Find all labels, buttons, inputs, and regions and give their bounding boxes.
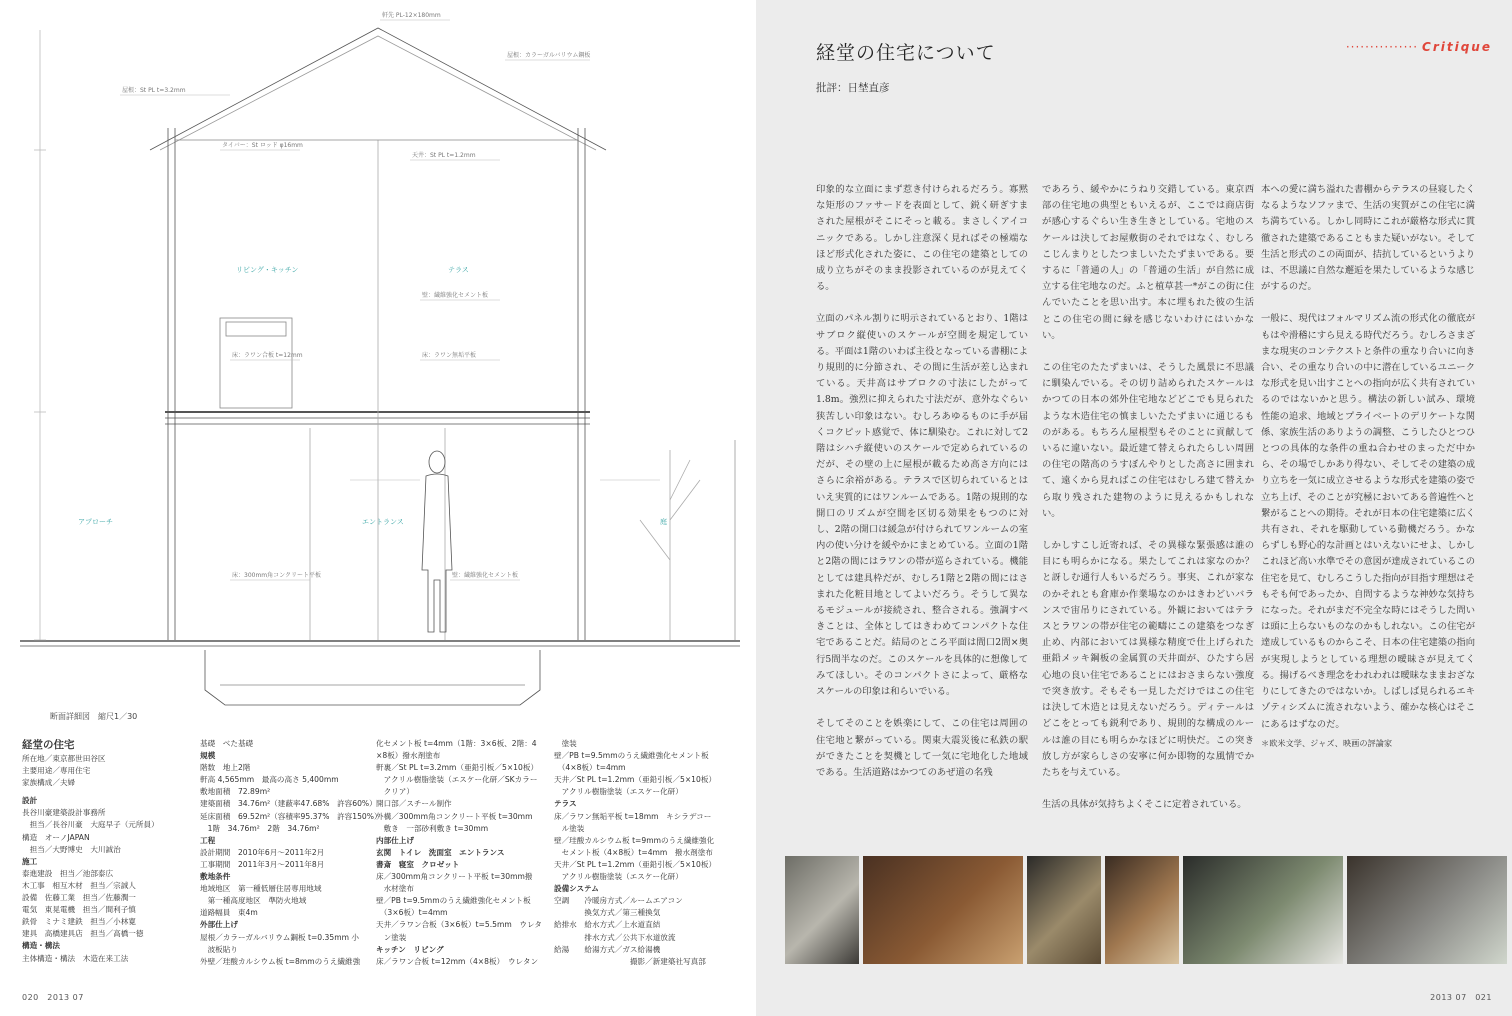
spec-line: ×8板）撥水剤塗布	[376, 751, 441, 761]
spec-heading: テラス	[554, 799, 577, 809]
spec-line: 階数 地上2階	[200, 763, 251, 773]
spec-line: 床／300mm角コンクリート平板 t=30mm撥	[376, 872, 533, 882]
svg-text:壁：繊維強化セメント板: 壁：繊維強化セメント板	[422, 292, 489, 299]
spec-line: 基礎 べた基礎	[200, 739, 254, 748]
spec-line: 給排水 給水方式／上水道直結	[554, 920, 661, 930]
spec-line: 道路幅員 東4m	[200, 908, 258, 918]
living-photo-2	[1347, 856, 1507, 964]
spec-column-1	[22, 738, 192, 965]
spec-line: アクリル樹脂塗装（エスケー化研）	[554, 872, 683, 882]
spec-line: 設備 佐藤工業 担当／佐藤潤一	[22, 893, 136, 903]
spec-line: 排水方式／公共下水道放流	[554, 932, 676, 942]
spec-line: 所在地／東京都世田谷区	[22, 754, 106, 763]
page-number-left: 020 2013 07	[22, 993, 84, 1002]
svg-text:天井：St PL t=1.2mm: 天井：St PL t=1.2mm	[412, 152, 476, 159]
spec-heading: キッチン リビング	[376, 944, 444, 954]
spec-line: 屋根／カラーガルバリウム鋼板 t=0.35mm 小	[200, 932, 360, 942]
spec-heading: 規模	[200, 751, 216, 761]
article-title: 経堂の住宅について	[816, 42, 996, 64]
spec-line: 担当／長谷川豪 大庭早子（元所員）	[22, 820, 159, 830]
spec-line: 塗装	[554, 739, 577, 748]
spec-line: ル塗装	[554, 823, 585, 833]
body-paragraph: この住宅のたたずまいは、そうした風景に不思議に馴染んでいる。その切り詰められたスケールはかつての日本の郊外住宅地などどこでも見られたような木造住宅の慎ましいたたずまいに通じるものがある。もちろん屋根型もそのことに貢献しているに違いない。最近建て替えられたらしい周囲の住宅の階高のうすぼんやりとした高さに囲まれて、遠くから見ればこの住宅はむしろ建て替えから取り残された建物のように見えるかもしれない。	[1042, 362, 1254, 519]
paragraph-gap	[1042, 344, 1254, 360]
body-column-1	[816, 182, 1028, 781]
section-tag-label: Critique	[1422, 40, 1492, 54]
room-label-terrace: テラス	[448, 266, 469, 274]
spec-line: 主体構造・構法 木造在来工法	[22, 953, 129, 963]
spec-line: 壁／珪酸カルシウム板 t=9mmのうえ繊維強化	[554, 835, 715, 845]
spec-line: 敷き 一部砂利敷き t=30mm	[376, 823, 489, 833]
spec-line: 1階 34.76m² 2階 34.76m²	[200, 823, 320, 833]
body-paragraph: 立面のパネル割りに明示されているとおり、1階はサブロク縦使いのスケールが空間を規定している。平面は1階のいわば主役となっている書棚により規則的に分節され、その間に生活が差し込まれている。天井高はサブロクの寸法にしたがって1.8m。強烈に抑えられた寸法だが、意外なぐらい狭苦しい印象はない。むしろあゆるものに手が届くコクピット感覚で、体に馴染む。これに対して2階はシハチ縦使いのスケールで定められているのだが、その壁の上に屋根が載るため高さ方向にはさらに余裕がある。テラスで区切られているとはいえ実質的にはワンルームである。1階の規則的な開口のリズムが空間を区切る効果をもつのに対し、2階の開口は緩急が付けられてワンルームの室内の使い分けを緩やかにまとめている。立面の1階と2階の間にはラワンの帯が巡らされている。機能としては建具枠だが、むしろ1階と2階の間にはさまれた化粧目地としてよいだろう。そうして異なるモジュールが接続され、整合される。強調すべきことは、全体としてはきわめてコンパクトな住宅であることだ。結局のところ平面は間口2間×奥行5間半なのだ。このスケールを具体的に想像してみてほしい。そのコンパクトさによって、厳格なスケールの印象は和らいでいる。	[816, 313, 1028, 698]
spec-heading: 施工	[22, 856, 38, 866]
spec-heading: 工程	[200, 835, 216, 845]
spec-line: 木工事 相互木材 担当／宗誠人	[22, 880, 136, 890]
spec-line: 外壁／珪酸カルシウム板 t=8mmのうえ繊維強	[200, 956, 361, 966]
body-column-2	[1042, 182, 1254, 813]
spec-heading: 書斎 寝室 クロゼット	[376, 859, 460, 869]
spec-line: ン塗装	[376, 932, 407, 942]
paragraph-gap	[1261, 295, 1475, 311]
spec-line: 泰進建設 担当／池部泰広	[22, 868, 114, 878]
spec-line: 波板貼り	[200, 944, 238, 954]
spec-line: 天井／St PL t=1.2mm（亜鉛引板／5×10板）	[554, 859, 717, 869]
spec-column-3	[376, 738, 548, 968]
body-paragraph: 一般に、現代はフォルマリズム流の形式化の徹底がもはや滑稽にすら見える時代だろう。むしろさまざまな現実のコンテクストと条件の重なり合いに向き合い、その重なり合いの中に潜在しているユニークな形式を見い出すことへの指向が広く共有されているのではないかと思う。構法の新しい試み、環境性能の追求、地域とプライベートのデリケートな関係、家族生活のありようの調整、こうしたひとつひとつの具体的な条件の重ね合わせのまっただ中から、その場でしかあり得ない、そしてその建築の成り立ちを一気に成立させるような形式を建築の姿で立ち上げ、そのことが究極においてある普遍性へと繋がることへの期待。それが日本の住宅建築に広く共有され、それを駆動している動機だろう。かならずしも野心的な計画とはいえないにせよ、しかしこれほど高い水準でその意図が達成されているこの住宅を見て、むしろこうした指向が目指す理想はそもそも何であったか、自問するような神妙な気持ちになった。それがまだ不完全な時にはそうした問いは頭に上らないものなのかもしれない。この住宅が達成しているものからこそ、日本の住宅建築の指向が実現しようとしている理想の曖昧さが見えてくる。揚げるべき理念をわれわれは曖昧なままおざなりにしてきたのではないか。しばしば見られるエキゾティシズムに流されないよう、確かな核心はそこにあるはずなのだ。	[1261, 313, 1475, 730]
spec-line: 開口部／スチール制作	[376, 799, 452, 809]
section-tag-dots: ···············	[1345, 40, 1419, 54]
paragraph-gap	[1042, 781, 1254, 797]
paragraph-gap	[1042, 522, 1254, 538]
spec-line: 担当／大野博史 大川誠治	[22, 844, 121, 854]
spec-column-4	[554, 738, 744, 968]
room-label-entrance: エントランス	[362, 518, 404, 526]
paragraph-gap	[816, 295, 1028, 311]
spec-heading: 外部仕上げ	[200, 920, 238, 930]
spec-line: 天井／St PL t=1.2mm（亜鉛引板／5×10板）	[554, 775, 717, 785]
spec-line: 敷地面積 72.89m²	[200, 787, 271, 797]
spec-line: （3×6板）t=4mm	[376, 908, 448, 918]
room-label-living: リビング・キッチン	[236, 266, 299, 274]
spec-line: クリア）	[376, 787, 414, 797]
bookshelf-photo-1	[863, 856, 1023, 964]
body-paragraph: であろう、緩やかにうねり交錯している。東京西部の住宅地の典型ともいえるが、ここでは商店街が感心するぐらい生き生きとしている。宅地のスケールは決してお屋敷街のそれではなく、むしろこじんまりとしたつましいたたずまいである。要するに「普通の人」の「普通の生活」が自然に成立する住宅地なのだ。ふと植草甚一*がこの街に住んでいたことを思い出す。本に埋もれた彼の生活とこの住宅の間に縁を感じないわけにはいかない。	[1042, 184, 1254, 341]
spec-heading: 構造・構法	[22, 941, 60, 951]
spec-line: 換気方式／第三種換気	[554, 908, 661, 918]
spec-line: 第一種高度地区 準防火地域	[200, 896, 307, 906]
paragraph-gap	[816, 700, 1028, 716]
spec-line: 延床面積 69.52m²（容積率95.37% 許容150%）	[200, 811, 382, 821]
spec-line: 軒高 4,565mm 最高の高さ 5,400mm	[200, 775, 339, 785]
spec-line: 建具 高橋建具店 担当／高橋一徳	[22, 929, 144, 939]
body-paragraph: そしてそのことを娯楽にして、この住宅は周囲の住宅地と繋がっている。関東大震災後に私鉄の駅ができたことを契機として一気に宅地化した地域である。生活道路はかつてのあぜ道の名残	[816, 718, 1028, 778]
spec-heading: 設備システム	[554, 884, 599, 894]
spec-heading: 敷地条件	[200, 872, 231, 882]
spec-line: 空調 冷暖房方式／ルームエアコン	[554, 896, 683, 906]
body-paragraph: 本への愛に満ち溢れた書棚からテラスの昼寝したくなるようなソファまで、生活の実質がこの住宅に満ち満ちている。しかし同時にこれが厳格な形式に貫徹された建築であることもまた疑いがない。そして生活と形式のこの両面が、拮抗しているというよりは、不思議に自然な邂逅を果たしているような感じがするのだ。	[1261, 184, 1475, 293]
spec-line: アクリル樹脂塗装（エスケー化研／SKカラー	[376, 775, 538, 785]
living-photo-1	[1183, 856, 1343, 964]
drawing-caption: 断面詳細図 縮尺1／30	[50, 712, 138, 721]
spec-line: 床／ラワン合板 t=12mm（4×8板） ウレタン	[376, 956, 539, 966]
photo-strip	[785, 856, 1512, 964]
section-drawing	[0, 0, 756, 725]
svg-text:床：ラワン無垢平板: 床：ラワン無垢平板	[422, 352, 477, 359]
spec-line: 鉄骨 ミナミ建鉄 担当／小林寛	[22, 917, 136, 927]
spec-line: セメント板（4×8板）t=4mm 撥水剤塗布	[554, 847, 713, 857]
spec-line: 化セメント板 t=4mm（1階：3×6板、2階：4	[376, 739, 537, 748]
section-tag	[1346, 40, 1492, 54]
bookshelf-photo-2	[1027, 856, 1101, 964]
svg-text:屋根：St PL t=3.2mm: 屋根：St PL t=3.2mm	[122, 87, 186, 94]
footnote: ＊欧米文学、ジャズ、映画の評論家	[1261, 737, 1393, 748]
spec-line: 電気 東晃電機 担当／間利子慎	[22, 905, 136, 915]
spec-line: （4×8板）t=4mm	[554, 763, 626, 773]
spec-line: 工事期間 2011年3月〜2011年8月	[200, 859, 325, 869]
article-byline: 批評：日埜直彦	[816, 82, 890, 94]
body-paragraph: しかしすこし近寄れば、その異様な緊張感は誰の目にも明らかになる。果たしてこれは家なのか？と訝しむ通行人もいるだろう。事実、これが家なのかそれとも倉庫か作業場なのかはきわどいバランスで宙吊りにされている。外観においてはテラスとラワンの帯が住宅の範疇にこの建築をつなぎ止め、内部においては異様な精度で仕上げられた亜鉛メッキ鋼板の金属質の天井面が、ひたすら居心地の良い住宅であることにはおさまらない強度で突き放す。そもそも一見しただけではこの住宅は決して木造とは見えないだろう。ディテールはどこをとっても鋭利であり、規則的な構成のルールは誰の目にも明らかなほどに明快だ。この突き放し方が家らしさの安寧に何か即物的な風情でかたちを与えている。	[1042, 540, 1254, 778]
spec-line: 設計期間 2010年6月〜2011年2月	[200, 847, 325, 857]
spec-line: 長谷川豪建築設計事務所	[22, 808, 106, 818]
spec-line: 家族構成／夫婦	[22, 778, 76, 788]
spec-heading: 設計	[22, 796, 38, 806]
page-number-right: 2013 07 021	[1430, 993, 1492, 1002]
svg-text:軒先 PL-12×180mm: 軒先 PL-12×180mm	[382, 12, 441, 19]
right-page	[756, 0, 1512, 1016]
svg-text:屋根：カラーガルバリウム鋼板: 屋根：カラーガルバリウム鋼板	[507, 52, 591, 59]
spec-line: 天井／ラワン合板（3×6板）t=5.5mm ウレタ	[376, 920, 542, 930]
svg-text:床：300mm角コンクリート平板: 床：300mm角コンクリート平板	[232, 572, 322, 579]
exterior-photo	[785, 856, 859, 964]
spec-line: アクリル樹脂塗装（エスケー化研）	[554, 787, 683, 797]
body-column-3	[1261, 182, 1475, 751]
svg-text:タイバー：St ロッド φ16mm: タイバー：St ロッド φ16mm	[222, 142, 303, 149]
body-paragraph: 印象的な立面にまず惹き付けられるだろう。寡黙な矩形のファサードを表面として、鋭く研ぎすまされた屋根がそこにそっと載る。まさしくアイコニックである。しかし注意深く見ればその極端なほど形式化された姿に、この住宅の建築としての成り立ちがそのまま投影されているのが見えてくる。	[816, 184, 1028, 293]
spec-heading: 内部仕上げ	[376, 835, 414, 845]
spec-line: 主要用途／専用住宅	[22, 766, 91, 776]
svg-text:壁：繊維強化セメント板: 壁：繊維強化セメント板	[452, 572, 519, 579]
project-title: 経堂の住宅	[22, 739, 75, 751]
spec-line: 構造 オーノJAPAN	[22, 832, 90, 842]
svg-text:床：ラワン合板 t=12mm: 床：ラワン合板 t=12mm	[232, 352, 303, 359]
spec-line: 地域地区 第一種低層住居専用地域	[200, 884, 322, 894]
section-detail-drawing	[0, 0, 756, 725]
spec-column-2	[200, 738, 382, 968]
spec-line: 床／ラワン無垢平板 t=18mm キシラデコー	[554, 811, 712, 821]
body-paragraph: 生活の具体が気持ちよくそこに定着されている。	[1042, 799, 1247, 811]
spec-line: 撮影／新建築社写真部	[554, 956, 706, 966]
spec-line: 建築面積 34.76m²（建蔽率47.68% 許容60%）	[200, 799, 377, 809]
spec-line: 給湯 給湯方式／ガス給湯機	[554, 944, 661, 954]
room-label-approach: アプローチ	[78, 518, 113, 526]
stair-photo	[1105, 856, 1179, 964]
spec-line: 水材塗布	[376, 884, 414, 894]
spec-line: 外構／300mm角コンクリート平板 t=30mm	[376, 811, 533, 821]
spec-line: 壁／PB t=9.5mmのうえ繊維強化セメント板	[554, 751, 709, 761]
spec-line: 壁／PB t=9.5mmのうえ繊維強化セメント板	[376, 896, 531, 906]
room-label-garden: 庭	[660, 518, 667, 526]
spec-line: 軒裏／St PL t=3.2mm（亜鉛引板／5×10板）	[376, 763, 539, 773]
spec-heading: 玄関 トイレ 洗面室 エントランス	[376, 847, 505, 857]
